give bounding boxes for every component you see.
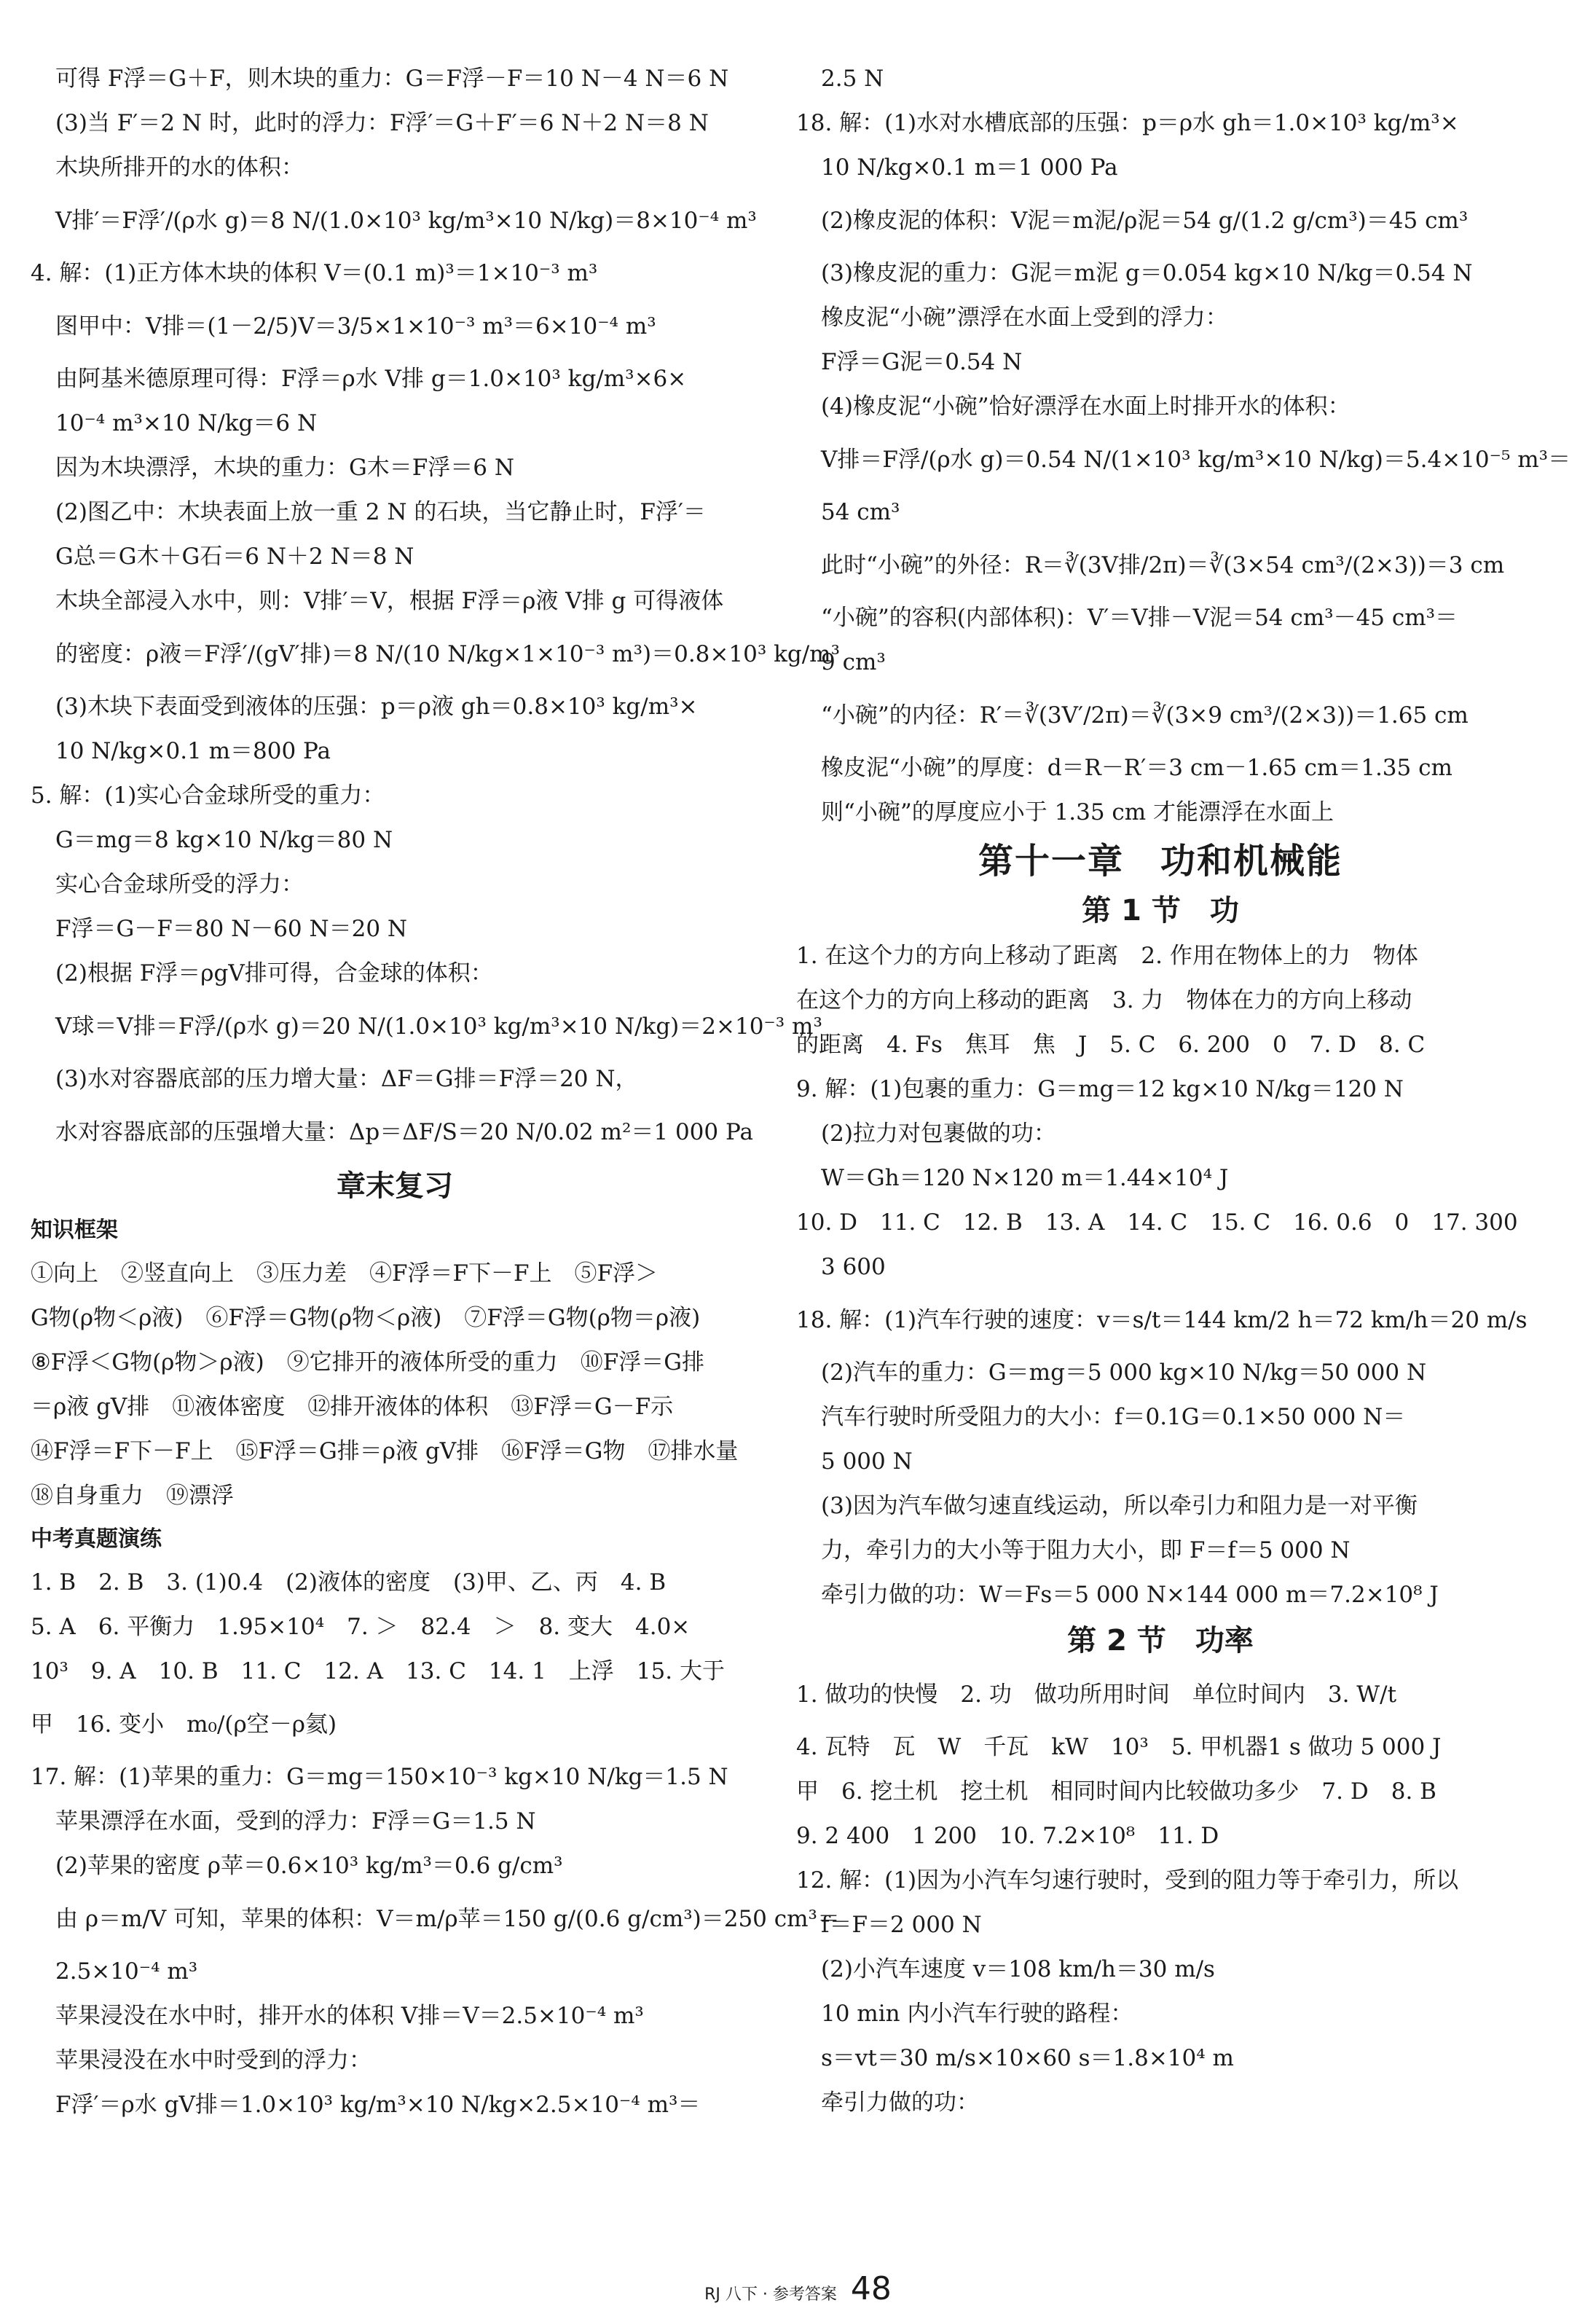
answer-line: (2)苹果的密度 ρ苹＝0.6×10³ kg/m³＝0.6 g/cm³ bbox=[55, 1853, 563, 1879]
answer-line: “小碗”的容积(内部体积)：V′＝V排－V泥＝54 cm³－45 cm³＝ bbox=[821, 605, 1458, 631]
answer-line: 10³ 9. A 10. B 11. C 12. A 13. C 14. 1 上浮 15. 大于 bbox=[31, 1658, 725, 1684]
answer-line: 甲 16. 变小 m₀/(ρ空－ρ氦) bbox=[31, 1711, 337, 1738]
answer-line: 2.5×10⁻⁴ m³ bbox=[55, 1958, 198, 1985]
answer-line: ⑭F浮＝F下－F上 ⑮F浮＝G排＝ρ液 gV排 ⑯F浮＝G物 ⑰排水量 bbox=[31, 1438, 739, 1464]
answer-line: 牵引力做的功： bbox=[821, 2090, 979, 2116]
answer-line: 10 N/kg×0.1 m＝1 000 Pa bbox=[821, 154, 1118, 181]
answer-line: 1. B 2. B 3. (1)0.4 (2)液体的密度 (3)甲、乙、丙 4. B bbox=[31, 1569, 667, 1596]
answer-line: 1. 做功的快慢 2. 功 做功所用时间 单位时间内 3. W/t bbox=[796, 1682, 1397, 1708]
answer-line: (3)橡皮泥的重力：G泥＝m泥 g＝0.054 kg×10 N/kg＝0.54 N bbox=[821, 260, 1473, 286]
answer-line: 在这个力的方向上移动的距离 3. 力 物体在力的方向上移动 bbox=[796, 987, 1412, 1013]
answer-line: 9. 2 400 1 200 10. 7.2×10⁸ 11. D bbox=[796, 1823, 1219, 1849]
answer-line: ⑱自身重力 ⑲漂浮 bbox=[31, 1483, 234, 1509]
answer-line: 图甲中：V排＝(1－2/5)V＝3/5×1×10⁻³ m³＝6×10⁻⁴ m³ bbox=[55, 313, 656, 340]
answer-line: (3)当 F′＝2 N 时，此时的浮力：F浮′＝G＋F′＝6 N＋2 N＝8 N bbox=[55, 110, 709, 136]
answer-line: 4. 解：(1)正方体木块的体积 V＝(0.1 m)³＝1×10⁻³ m³ bbox=[31, 260, 598, 286]
answer-line: (2)图乙中：木块表面上放一重 2 N 的石块，当它静止时，F浮′＝ bbox=[55, 499, 706, 525]
page-footer bbox=[0, 2270, 1596, 2307]
answer-line: 此时“小碗”的外径：R＝∛(3V排/2π)＝∛(3×54 cm³/(2×3))＝3 cm bbox=[821, 552, 1505, 578]
answer-line: (4)橡皮泥“小碗”恰好漂浮在水面上时排开水的体积： bbox=[821, 393, 1351, 420]
section-title: 第 2 节 功率 bbox=[1067, 1624, 1254, 1657]
answer-line: 9 cm³ bbox=[821, 649, 886, 675]
answer-line: 木块全部浸入水中，则：V排′＝V，根据 F浮＝ρ液 V排 g 可得液体 bbox=[55, 588, 724, 614]
answer-line: 10. D 11. C 12. B 13. A 14. C 15. C 16. 0.6 0 17. 300 bbox=[796, 1209, 1518, 1236]
subsection-heading: 知识框架 bbox=[31, 1217, 118, 1243]
answer-line: 牵引力做的功：W＝Fs＝5 000 N×144 000 m＝7.2×10⁸ J bbox=[821, 1582, 1439, 1608]
answer-line: ＝ρ液 gV排 ⑪液体密度 ⑫排开液体的体积 ⑬F浮＝G－F示 bbox=[31, 1394, 674, 1420]
answer-line: 水对容器底部的压强增大量：Δp＝ΔF/S＝20 N/0.02 m²＝1 000 Pa bbox=[55, 1119, 753, 1145]
section-title: 第 1 节 功 bbox=[1082, 894, 1239, 927]
answer-line: 5. A 6. 平衡力 1.95×10⁴ 7. ＞ 82.4 ＞ 8. 变大 4.0× bbox=[31, 1614, 691, 1640]
answer-line: G＝mg＝8 kg×10 N/kg＝80 N bbox=[55, 827, 393, 853]
answer-line: V排′＝F浮′/(ρ水 g)＝8 N/(1.0×10³ kg/m³×10 N/kg)＝8×10⁻⁴ m³ bbox=[55, 208, 757, 234]
subsection-heading: 中考真题演练 bbox=[31, 1526, 162, 1552]
answer-line: (3)木块下表面受到液体的压强：p＝ρ液 gh＝0.8×10³ kg/m³× bbox=[55, 694, 698, 720]
answer-line: 则“小碗”的厚度应小于 1.35 cm 才能漂浮在水面上 bbox=[821, 799, 1334, 825]
page-number: 48 bbox=[850, 2270, 892, 2307]
answer-line: 因为木块漂浮，木块的重力：G木＝F浮＝6 N bbox=[55, 455, 514, 481]
answer-line: 1. 在这个力的方向上移动了距离 2. 作用在物体上的力 物体 bbox=[796, 943, 1418, 969]
answer-line: V球＝V排＝F浮/(ρ水 g)＝20 N/(1.0×10³ kg/m³×10 N/kg)＝2×10⁻³ m³ bbox=[55, 1013, 822, 1040]
answer-line: ⑧F浮＜G物(ρ物＞ρ液) ⑨它排开的液体所受的重力 ⑩F浮＝G排 bbox=[31, 1349, 704, 1376]
answer-line: 54 cm³ bbox=[821, 499, 900, 525]
answer-line: G总＝G木＋G石＝6 N＋2 N＝8 N bbox=[55, 544, 414, 570]
answer-line: W＝Gh＝120 N×120 m＝1.44×10⁴ J bbox=[821, 1165, 1229, 1191]
answer-line: F浮′＝ρ水 gV排＝1.0×10³ kg/m³×10 N/kg×2.5×10⁻⁴ m³＝ bbox=[55, 2092, 701, 2118]
answer-line: 5 000 N bbox=[821, 1448, 913, 1475]
answer-line: 17. 解：(1)苹果的重力：G＝mg＝150×10⁻³ kg×10 N/kg＝1.5 N bbox=[31, 1764, 728, 1790]
answer-line: F浮＝G－F＝80 N－60 N＝20 N bbox=[55, 916, 408, 942]
answer-line: 10 min 内小汽车行驶的路程： bbox=[821, 2001, 1133, 2027]
answer-line: f＝F＝2 000 N bbox=[821, 1912, 982, 1938]
answer-line: 苹果漂浮在水面，受到的浮力：F浮＝G＝1.5 N bbox=[55, 1808, 536, 1835]
answer-line: 的距离 4. Fs 焦耳 焦 J 5. C 6. 200 0 7. D 8. C bbox=[796, 1032, 1426, 1058]
footer-label: RJ 八下 · 参考答案 bbox=[704, 2285, 837, 2304]
answer-line: 由 ρ＝m/V 可知，苹果的体积：V＝m/ρ苹＝150 g/(0.6 g/cm³)＝250 cm³＝ bbox=[55, 1906, 840, 1932]
answer-line: “小碗”的内径：R′＝∛(3V′/2π)＝∛(3×9 cm³/(2×3))＝1.65 cm bbox=[821, 702, 1469, 729]
answer-line: ①向上 ②竖直向上 ③压力差 ④F浮＝F下－F上 ⑤F浮＞ bbox=[31, 1260, 659, 1287]
answer-line: (2)小汽车速度 v＝108 km/h＝30 m/s bbox=[821, 1956, 1215, 1982]
answer-line: F浮＝G泥＝0.54 N bbox=[821, 349, 1023, 375]
chapter-title: 第十一章 功和机械能 bbox=[978, 841, 1343, 882]
answer-line: 木块所排开的水的体积： bbox=[55, 154, 304, 181]
answer-line: 12. 解：(1)因为小汽车匀速行驶时，受到的阻力等于牵引力，所以 bbox=[796, 1867, 1459, 1894]
answer-line: 的密度：ρ液＝F浮′/(gV′排)＝8 N/(10 N/kg×1×10⁻³ m³)＝0.8×10³ kg/m³ bbox=[55, 641, 840, 667]
answer-line: 汽车行驶时所受阻力的大小：f＝0.1G＝0.1×50 000 N＝ bbox=[821, 1404, 1406, 1430]
answer-line: 可得 F浮＝G＋F，则木块的重力：G＝F浮－F＝10 N－4 N＝6 N bbox=[55, 66, 729, 92]
section-title: 章末复习 bbox=[337, 1169, 453, 1203]
left-column bbox=[31, 57, 840, 2127]
answer-line: 2.5 N bbox=[821, 66, 884, 92]
answer-line: 18. 解：(1)水对水槽底部的压强：p＝ρ水 gh＝1.0×10³ kg/m³× bbox=[796, 110, 1459, 136]
answer-line: s＝vt＝30 m/s×10×60 s＝1.8×10⁴ m bbox=[821, 2045, 1234, 2071]
answer-line: 9. 解：(1)包裹的重力：G＝mg＝12 kg×10 N/kg＝120 N bbox=[796, 1076, 1404, 1102]
answer-line: 18. 解：(1)汽车行驶的速度：v＝s/t＝144 km/2 h＝72 km/h＝20 m/s bbox=[796, 1307, 1528, 1333]
answer-line: V排＝F浮/(ρ水 g)＝0.54 N/(1×10³ kg/m³×10 N/kg)＝5.4×10⁻⁵ m³＝ bbox=[821, 447, 1571, 473]
answer-line: 10⁻⁴ m³×10 N/kg＝6 N bbox=[55, 410, 318, 436]
answer-line: 甲 6. 挖土机 挖土机 相同时间内比较做功多少 7. D 8. B bbox=[796, 1778, 1436, 1805]
answer-line: 苹果浸没在水中时，排开水的体积 V排＝V＝2.5×10⁻⁴ m³ bbox=[55, 2003, 644, 2029]
right-column bbox=[796, 57, 1571, 2125]
answer-line: 4. 瓦特 瓦 W 千瓦 kW 10³ 5. 甲机器1 s 做功 5 000 J bbox=[796, 1734, 1442, 1760]
answer-line: (2)根据 F浮＝ρgV排可得，合金球的体积： bbox=[55, 960, 493, 986]
answer-line: 橡皮泥“小碗”漂浮在水面上受到的浮力： bbox=[821, 305, 1228, 331]
answer-line: G物(ρ物＜ρ液) ⑥F浮＝G物(ρ物＜ρ液) ⑦F浮＝G物(ρ物＝ρ液) bbox=[31, 1305, 701, 1331]
answer-line: (3)水对容器底部的压力增大量：ΔF＝G排＝F浮＝20 N， bbox=[55, 1066, 638, 1092]
answer-line: 由阿基米德原理可得：F浮＝ρ水 V排 g＝1.0×10³ kg/m³×6× bbox=[55, 366, 687, 392]
answer-line: 5. 解：(1)实心合金球所受的重力： bbox=[31, 782, 385, 809]
answer-line: (2)拉力对包裹做的功： bbox=[821, 1121, 1056, 1147]
answer-line: (2)橡皮泥的体积：V泥＝m泥/ρ泥＝54 g/(1.2 g/cm³)＝45 cm³ bbox=[821, 208, 1469, 234]
answer-line: 力，牵引力的大小等于阻力大小，即 F＝f＝5 000 N bbox=[821, 1537, 1351, 1563]
answer-line: 橡皮泥“小碗”的厚度：d＝R－R′＝3 cm－1.65 cm＝1.35 cm bbox=[821, 755, 1452, 781]
answer-line: (3)因为汽车做匀速直线运动，所以牵引力和阻力是一对平衡 bbox=[821, 1493, 1418, 1519]
answer-line: 3 600 bbox=[821, 1254, 886, 1280]
answer-line: (2)汽车的重力：G＝mg＝5 000 kg×10 N/kg＝50 000 N bbox=[821, 1359, 1427, 1386]
answer-line: 苹果浸没在水中时受到的浮力： bbox=[55, 2047, 372, 2073]
answer-line: 10 N/kg×0.1 m＝800 Pa bbox=[55, 738, 331, 764]
answer-line: 实心合金球所受的浮力： bbox=[55, 871, 304, 898]
